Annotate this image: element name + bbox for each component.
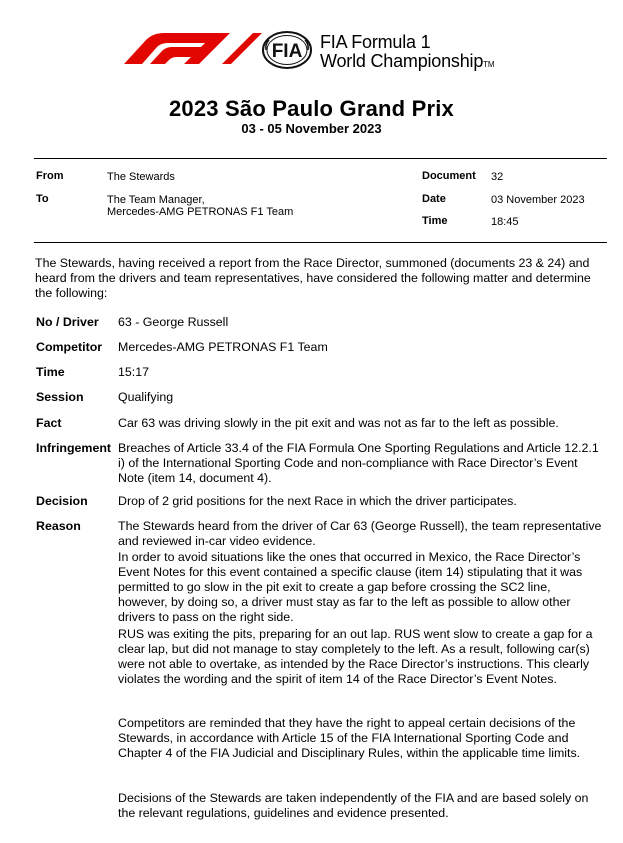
incident-time-label: Time xyxy=(36,365,65,379)
reason-paragraph-1: The Stewards heard from the driver of Car 63 (George Russell), the team representative and reviewed in-car video evidence. xyxy=(118,519,602,548)
decision-value: Drop of 2 grid positions for the next Race in which the driver participates. xyxy=(118,494,517,508)
document-label: Document xyxy=(422,170,476,182)
date-value: 03 November 2023 xyxy=(491,194,585,206)
driver-value: 63 - George Russell xyxy=(118,315,229,329)
session-value: Qualifying xyxy=(118,390,174,404)
reason-paragraph-2: In order to avoid situations like the ones that occurred in Mexico, the Race Director’s Event Notes for this event contained a specific clause (item 14) stipulating that it was permitted to go slow in the pit exit to create a gap before crossing the SC2 line, however, by doing so, a driver must stay as far to the left as possible to allow other drivers to pass on the right side. xyxy=(118,550,583,624)
infringement-value: Breaches of Article 33.4 of the FIA Formula One Sporting Regulations and Article 12.2.1 i) of the International Sporting Code and non-compliance with Race Director’s Event Note (item 14, document 4). xyxy=(118,441,599,485)
reason-label: Reason xyxy=(36,519,81,533)
trademark-mark: TM xyxy=(483,60,495,69)
brand-line-1: FIA Formula 1 xyxy=(320,32,431,52)
header-logo xyxy=(124,26,544,72)
competitor-value: Mercedes-AMG PETRONAS F1 Team xyxy=(118,340,328,354)
fact-label: Fact xyxy=(36,416,62,430)
bottom-divider xyxy=(34,242,607,243)
to-label: To xyxy=(36,193,49,205)
intro-paragraph: The Stewards, having received a report from the Race Director, summoned (documents 23 & 24) and heard from the drivers and team representatives, have considered the following matter and determine the following: xyxy=(35,256,591,300)
competitor-label: Competitor xyxy=(36,340,103,354)
f1-logo-icon xyxy=(124,32,262,64)
time-value: 18:45 xyxy=(491,216,519,228)
driver-label: No / Driver xyxy=(36,315,99,329)
session-label: Session xyxy=(36,390,84,404)
appeal-note: Competitors are reminded that they have the right to appeal certain decisions of the Stewards, in accordance with Article 15 of the FIA International Sporting Code and Chapter 4 of the FIA Judicial and Disciplinary Rules, within the applicable time limits. xyxy=(118,716,581,760)
incident-time-value: 15:17 xyxy=(118,365,150,379)
brand-wordmark xyxy=(320,33,494,74)
svg-text:FIA: FIA xyxy=(271,41,303,62)
to-value-line-1: The Team Manager, xyxy=(107,194,205,206)
from-value: The Stewards xyxy=(107,171,175,183)
infringement-label: Infringement xyxy=(36,441,112,455)
decision-label: Decision xyxy=(36,494,88,508)
brand-line-2: World ChampionshipTM xyxy=(320,51,495,71)
from-label: From xyxy=(36,170,64,182)
date-label: Date xyxy=(422,193,446,205)
fia-seal-icon xyxy=(261,30,313,70)
page-title: 2023 São Paulo Grand Prix xyxy=(168,96,454,121)
to-value-line-2: Mercedes-AMG PETRONAS F1 Team xyxy=(107,206,294,218)
time-label: Time xyxy=(422,215,448,227)
top-divider xyxy=(34,158,607,159)
reason-paragraph-3: RUS was exiting the pits, preparing for an out lap. RUS went slow to create a gap for a clear lap, but did not manage to stay completely to the left. As a result, following car(s) were not able to overtake, as intended by the Race Director’s instructions. This clearly violates the wording and the spirit of item 14 of the Race Director’s Event Notes. xyxy=(118,627,593,686)
fact-value: Car 63 was driving slowly in the pit exit and was not as far to the left as possible. xyxy=(118,416,559,430)
document-value: 32 xyxy=(491,171,504,183)
independence-note: Decisions of the Stewards are taken independently of the FIA and are based solely on the relevant regulations, guidelines and evidence presented. xyxy=(118,791,589,820)
event-dates: 03 - 05 November 2023 xyxy=(241,121,382,136)
